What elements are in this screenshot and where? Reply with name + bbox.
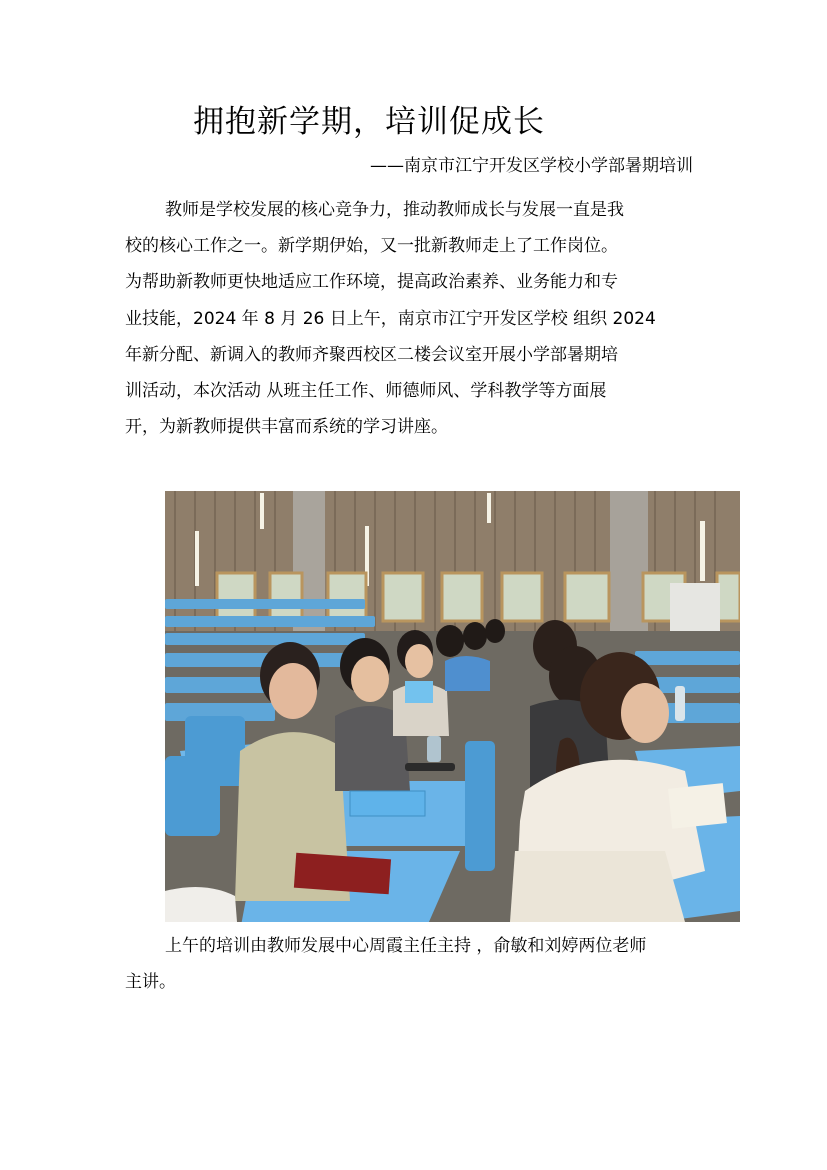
article-title: 拥抱新学期，培训促成长: [193, 104, 545, 140]
paragraph-line: 教师是学校发展的核心竞争力，推动教师成长与发展一直是我: [165, 200, 624, 220]
host-paragraph: [125, 928, 700, 1000]
paragraph-line: 开，为新教师提供丰富而系统的学习讲座。: [125, 417, 448, 438]
paragraph-line: 上午的培训由教师发展中心周霞主任主持 ，俞敏和刘婷两位老师: [165, 936, 647, 956]
paragraph-line: 业技能，2024 年 8 月 26 日上午，南京市江宁开发区学校 组织 2024: [125, 308, 656, 329]
intro-paragraph: [125, 192, 700, 445]
paragraph-line: 为帮助新教师更快地适应工作环境，提高政治素养、业务能力和专: [125, 272, 618, 293]
paragraph-line: 校的核心工作之一。新学期伊始，又一批新教师走上了工作岗位。: [125, 236, 618, 257]
paragraph-line: 训活动，本次活动 从班主任工作、师德师风、学科教学等方面展: [125, 381, 607, 402]
paragraph-line: 年新分配、新调入的教师齐聚西校区二楼会议室开展小学部暑期培: [125, 344, 618, 365]
paragraph-line: 主讲。: [125, 972, 176, 993]
article-subtitle: ——南京市江宁开发区学校小学部暑期培训: [370, 156, 693, 176]
training-session-photo: [165, 491, 740, 922]
